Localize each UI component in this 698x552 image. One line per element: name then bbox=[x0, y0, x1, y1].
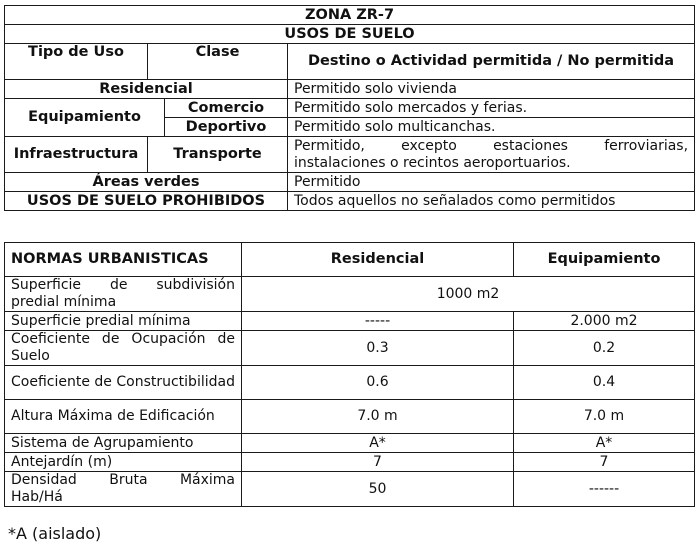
norm-label: Coeficiente de Ocupación de Suelo bbox=[5, 331, 242, 366]
norm-value-combined: 1000 m2 bbox=[242, 277, 695, 312]
table-row bbox=[5, 366, 695, 400]
urban-norms-table bbox=[4, 242, 695, 507]
table-row bbox=[5, 331, 695, 366]
table-row bbox=[5, 434, 695, 453]
norm-value-residencial: 0.6 bbox=[242, 366, 514, 400]
header-norms: NORMAS URBANISTICAS bbox=[5, 243, 242, 277]
norm-value-equipamiento: 7.0 m bbox=[514, 400, 695, 434]
norm-label: Coeficiente de Constructibilidad bbox=[5, 366, 242, 400]
row-areas-verdes-destination: Permitido bbox=[288, 173, 695, 192]
norm-label: Superficie de subdivisión predial mínima bbox=[5, 277, 242, 312]
table-row bbox=[5, 312, 695, 331]
row-prohibidos-type: USOS DE SUELO PROHIBIDOS bbox=[5, 192, 288, 211]
norm-label: Antejardín (m) bbox=[5, 453, 242, 472]
header-residencial: Residencial bbox=[242, 243, 514, 277]
norm-label: Sistema de Agrupamiento bbox=[5, 434, 242, 453]
land-use-table bbox=[4, 5, 695, 211]
norm-value-equipamiento: 0.2 bbox=[514, 331, 695, 366]
table-row bbox=[5, 277, 695, 312]
norm-value-equipamiento: 2.000 m2 bbox=[514, 312, 695, 331]
row-residencial-type: Residencial bbox=[5, 80, 288, 99]
row-transporte-class: Transporte bbox=[148, 137, 288, 173]
norm-value-residencial: 7 bbox=[242, 453, 514, 472]
zone-title: ZONA ZR-7 bbox=[5, 6, 695, 25]
section-title: USOS DE SUELO bbox=[5, 25, 695, 44]
row-areas-verdes-type: Áreas verdes bbox=[5, 173, 288, 192]
row-deportivo-destination: Permitido solo multicanchas. bbox=[288, 118, 695, 137]
table-row bbox=[5, 472, 695, 507]
footnote: *A (aislado) bbox=[8, 524, 102, 543]
norm-value-equipamiento: A* bbox=[514, 434, 695, 453]
row-infraestructura-destination: Permitido, excepto estaciones ferroviarias, instalaciones o recintos aeroportuarios. bbox=[288, 137, 695, 173]
norm-value-residencial: ----- bbox=[242, 312, 514, 331]
header-class: Clase bbox=[148, 44, 288, 80]
norm-value-residencial: 7.0 m bbox=[242, 400, 514, 434]
norm-value-residencial: 0.3 bbox=[242, 331, 514, 366]
norm-value-equipamiento: 7 bbox=[514, 453, 695, 472]
header-equipamiento: Equipamiento bbox=[514, 243, 695, 277]
row-comercio-destination: Permitido solo mercados y ferias. bbox=[288, 99, 695, 118]
row-deportivo-class: Deportivo bbox=[165, 118, 288, 137]
norm-label: Densidad Bruta Máxima Hab/Há bbox=[5, 472, 242, 507]
row-equipamiento-type: Equipamiento bbox=[5, 99, 165, 137]
row-prohibidos-destination: Todos aquellos no señalados como permitidos bbox=[288, 192, 695, 211]
norm-value-equipamiento: 0.4 bbox=[514, 366, 695, 400]
row-residencial-destination: Permitido solo vivienda bbox=[288, 80, 695, 99]
norm-value-equipamiento: ------ bbox=[514, 472, 695, 507]
norm-value-residencial: A* bbox=[242, 434, 514, 453]
norm-label: Altura Máxima de Edificación bbox=[5, 400, 242, 434]
norm-value-residencial: 50 bbox=[242, 472, 514, 507]
row-comercio-class: Comercio bbox=[165, 99, 288, 118]
norm-label: Superficie predial mínima bbox=[5, 312, 242, 331]
row-infraestructura-type: Infraestructura bbox=[5, 137, 148, 173]
header-destination: Destino o Actividad permitida / No permitida bbox=[288, 44, 695, 80]
table-row bbox=[5, 453, 695, 472]
header-use-type: Tipo de Uso bbox=[5, 44, 148, 80]
table-row bbox=[5, 400, 695, 434]
